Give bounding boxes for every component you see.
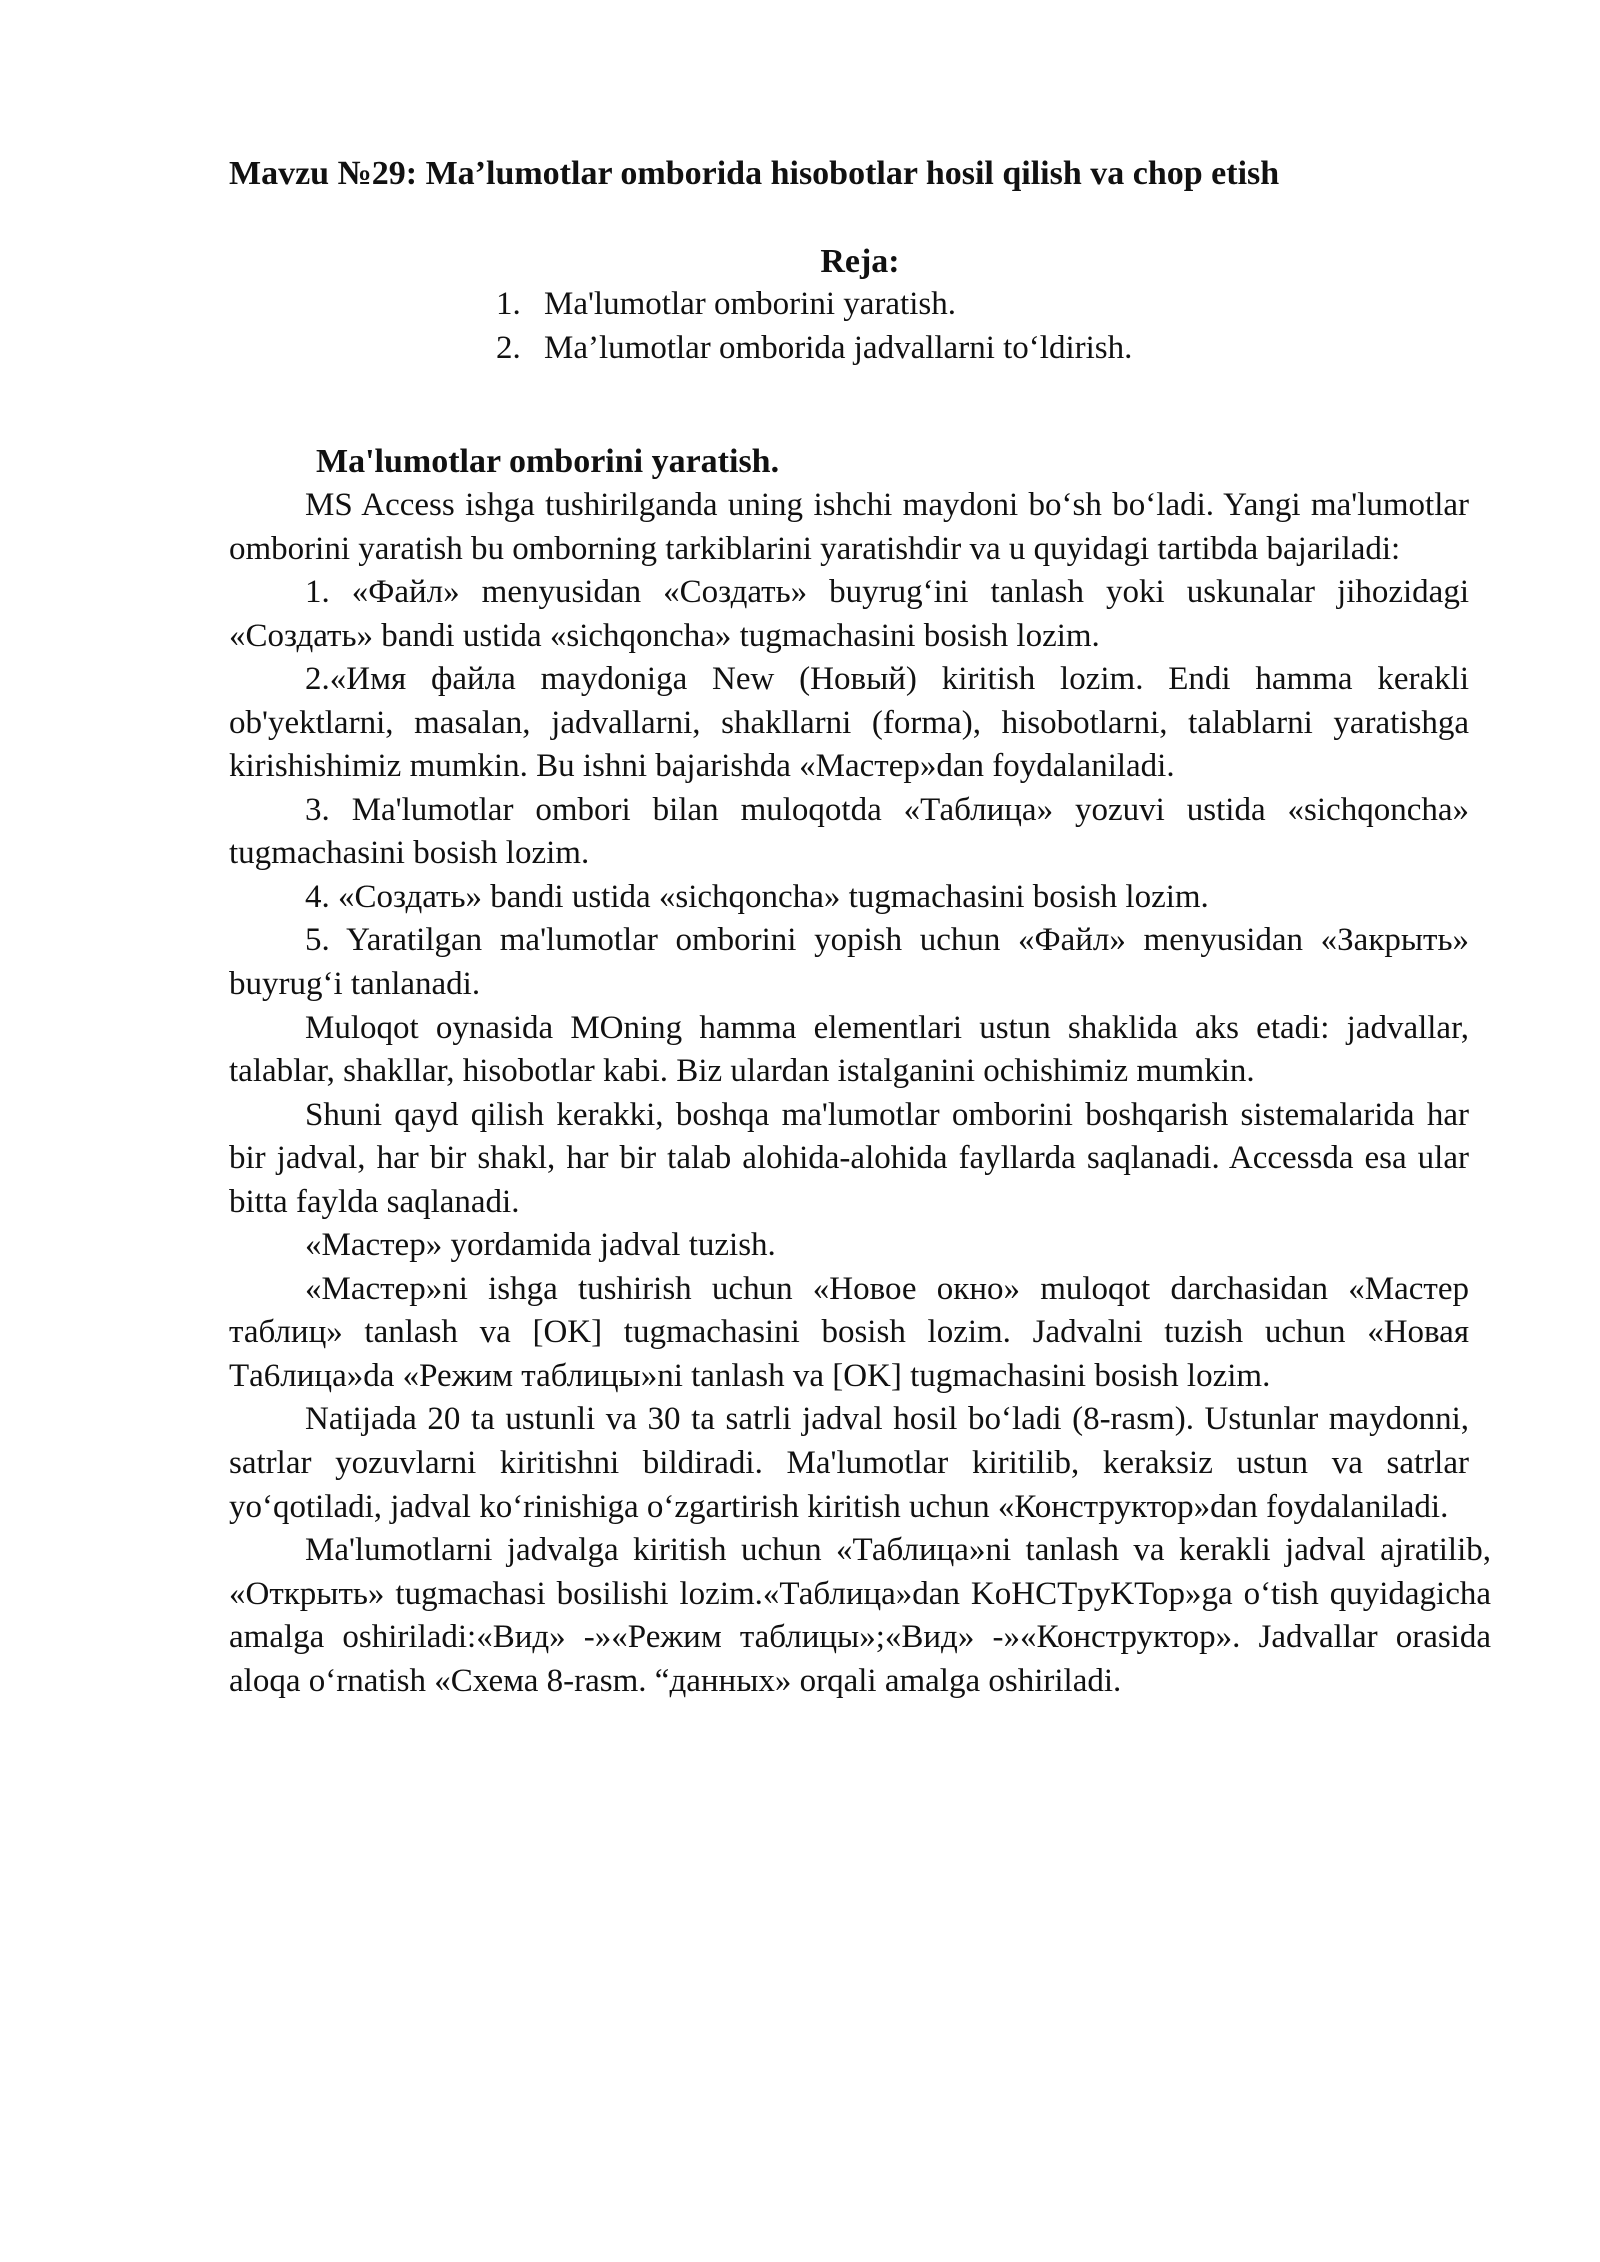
- plan-list: [496, 283, 1132, 370]
- paragraph: 1. «Файл» menyusidan «Создать» buyrug‘ini tanlash yoki uskunalar jihozidagi «Создать» bandi ustida «sichqoncha» tugmachasini bosish lozim.: [229, 574, 1469, 654]
- paragraph: Natijada 20 ta ustunli va 30 ta satrli jadval hosil bo‘ladi (8-rasm). Ustunlar maydonni, satrlar yozuvlarni kiritishni bildiradi. Ma'lumotlar kiritilib, keraksiz ustun va satrlar yo‘qotiladi, jadval ko‘rinishiga o‘zgartirish kiritish uchun «Конструктор»dan foydalaniladi.: [229, 1401, 1469, 1525]
- plan-item-number: 2.: [496, 329, 521, 366]
- paragraph: MS Access ishga tushirilganda uning ishchi maydoni bo‘sh bo‘ladi. Yangi ma'lumotlar omborini yaratish bu omborning tarkiblarini yaratishdir va u quyidagi tartibda bajariladi:: [229, 487, 1469, 567]
- paragraph: Ma'lumotlarni jadvalga kiritish uchun «Таблица»ni tanlash va kerakli jadval ajratilib, «Открыть» tugmachasi bosilishi lozim.«Таблица»dan KoHCTpyKTop»ga o‘tish quyidagicha amalga oshiriladi:«Вид» -»«Режим таблицы»;«Вид» -»«Конструктор». Jadvallar orasida aloqa o‘rnatish «Схема 8-rasm. “данных» orqali amalga oshiriladi.: [229, 1532, 1491, 1699]
- plan-item-text: Ma'lumotlar omborini yaratish.: [544, 286, 956, 322]
- paragraph: Shuni qayd qilish kerakki, boshqa ma'lumotlar omborini boshqarish sistemalarida har bir jadval, har bir shakl, har bir talab alohida-alohida fayllarda saqlanadi. Accessda esa ular bitta faylda saqlanadi.: [229, 1096, 1469, 1220]
- plan-item-text: Ma’lumotlar omborida jadvallarni to‘ldirish.: [544, 329, 1133, 366]
- paragraph: «Мастер» yordamida jadval tuzish.: [305, 1227, 776, 1264]
- paragraph: 3. Ma'lumotlar ombori bilan muloqotda «Таблица» yozuvi ustida «sichqoncha» tugmachasini bosish lozim.: [229, 791, 1469, 872]
- paragraph: 4. «Создать» bandi ustida «sichqoncha» tugmachasini bosish lozim.: [305, 878, 1209, 915]
- plan-item-number: 1.: [496, 286, 521, 322]
- section-heading: Ma'lumotlar omborini yaratish.: [316, 443, 780, 480]
- body-text: [229, 484, 1491, 1703]
- paragraph: 2.«Имя файла maydoniga New (Новый) kiritish lozim. Endi hamma kerakli ob'yektlarni, masalan, jadvallarni, shakllarni (forma), hisobotlarni, talablarni yaratishga kirishishimiz mumkin. Bu ishni bajarishda «Мacтep»dan foydalaniladi.: [229, 661, 1469, 785]
- paragraph: 5. Yaratilgan ma'lumotlar omborini yopish uchun «Файл» menyusidan «Закрыть» buyrug‘i tanlanadi.: [229, 922, 1469, 1003]
- document-title: Mavzu №29: Ma’lumotlar omborida hisobotlar hosil qilish va chop etish: [229, 155, 1280, 192]
- plan-heading: Reja:: [820, 243, 900, 280]
- paragraph: Muloqot oynasida MOning hamma elementlari ustun shaklida aks etadi: jadvallar, talablar, shakllar, hisobotlar kabi. Biz ulardan istalganini ochishimiz mumkin.: [229, 1009, 1469, 1090]
- plan-item: [496, 327, 1132, 371]
- paragraph: «Мастер»ni ishga tushirish uchun «Новое окно» muloqot darchasidan «Мастер таблиц» tanlash va [OK] tugmachasini bosish lozim. Jadvalni tuzish uchun «Новая Тa6лицa»da «Режим таблицы»ni tanlash va [OK] tugmachasini bosish lozim.: [229, 1270, 1469, 1394]
- plan-item: [496, 283, 1132, 327]
